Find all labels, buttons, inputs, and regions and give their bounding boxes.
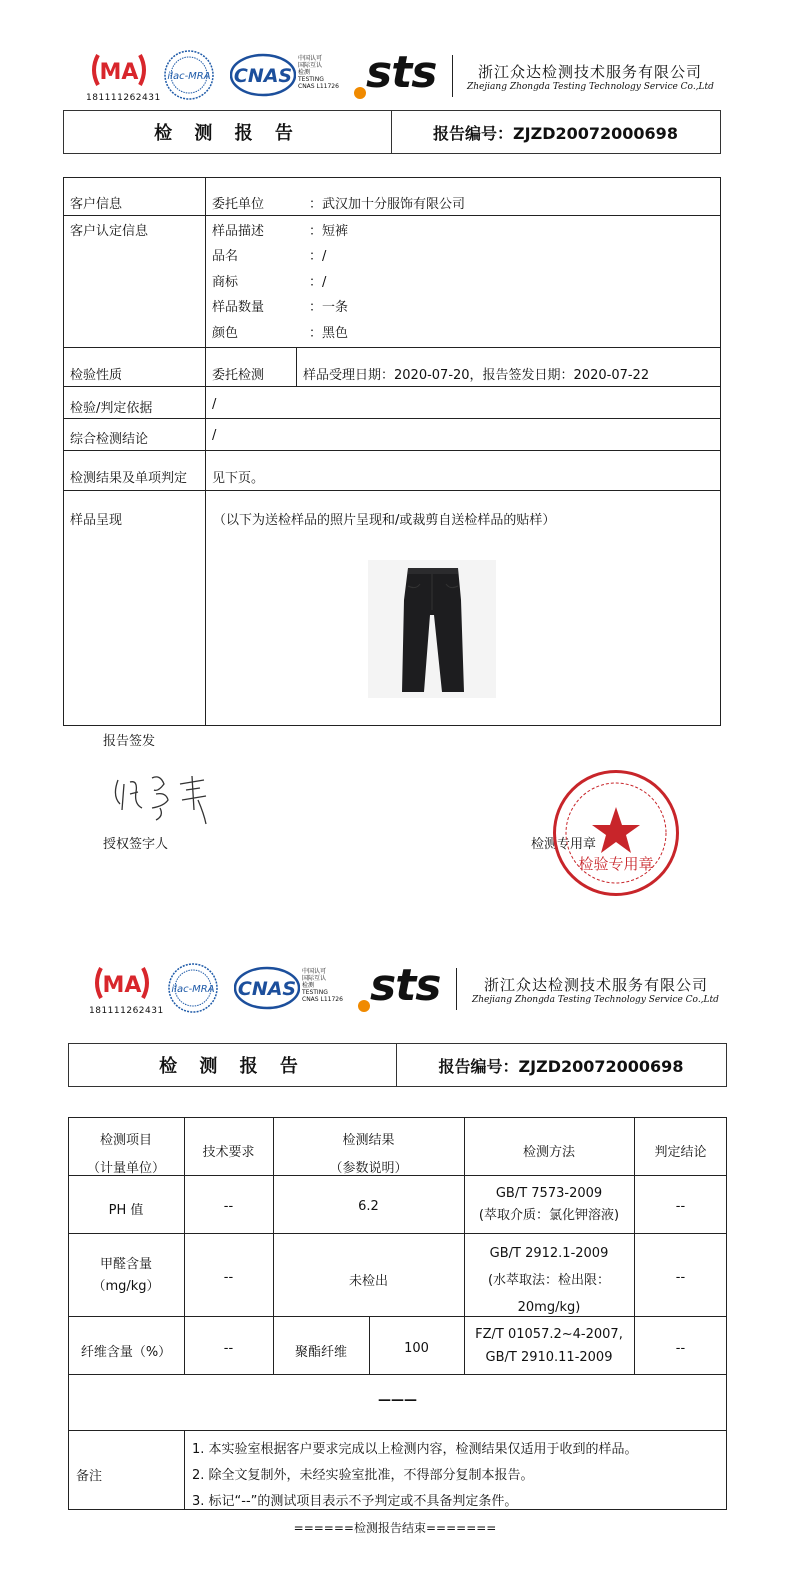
empty-row-dash: ———: [378, 1393, 417, 1408]
row-formaldehyde-item: 甲醛含量 （mg/kg）: [92, 1257, 160, 1294]
company-name-en: Zhejiang Zhongda Testing Technology Service Co.,Ltd: [472, 995, 719, 1005]
row-fiber-result-type: 聚酯纤维: [294, 1345, 347, 1360]
color-label: 颜色: [212, 326, 239, 341]
svg-text:MA: MA: [99, 60, 139, 85]
report-title-bar: [63, 110, 721, 154]
company-name-cn: 浙江众达检测技术服务有限公司: [478, 63, 703, 81]
cnas-accreditation-text: 中国认可 国际互认 检测 TESTING CNAS L11726: [298, 55, 339, 90]
company-name-cn: 浙江众达检测技术服务有限公司: [484, 976, 709, 994]
row-ph-method: GB/T 7573-2009 (萃取介质：氯化钾溶液): [478, 1186, 620, 1223]
company-name-en: Zhejiang Zhongda Testing Technology Service Co.,Ltd: [467, 82, 714, 92]
sample-desc-value: ：短裤: [309, 224, 349, 239]
cma-number: 181111262431: [86, 93, 161, 103]
row-fiber-verdict: --: [675, 1341, 686, 1356]
cnas-logo: [230, 53, 296, 97]
page1-header: [0, 45, 790, 105]
svg-text:ilac-MRA: ilac-MRA: [167, 71, 211, 82]
sts-logo-dot: [354, 87, 366, 99]
signer-label: 授权签字人: [103, 837, 169, 852]
basis-label: 检验/判定依据: [70, 401, 153, 416]
conclusion-value: /: [212, 428, 217, 443]
svg-text:CNAS: CNAS: [233, 65, 293, 87]
seal-label: 检测专用章: [531, 837, 597, 852]
row-formaldehyde-req: --: [223, 1270, 234, 1285]
report-end-marker: ======检测报告结束=======: [293, 1521, 497, 1535]
remark-3: 3. 标记“--”的测试项目表示不予判定或不具备判定条件。: [192, 1494, 518, 1509]
conclusion-label: 综合检测结论: [70, 432, 149, 447]
client-info-label: 客户信息: [70, 197, 123, 212]
result-label: 检测结果及单项判定: [70, 471, 188, 486]
result-value: 见下页。: [212, 471, 265, 486]
report-number: 报告编号：ZJZD20072000698: [433, 123, 678, 143]
row-ph-req: --: [223, 1199, 234, 1214]
product-name-value: ：/: [309, 249, 327, 264]
sample-qty-value: ：一条: [309, 300, 349, 315]
page2-header: [0, 958, 790, 1018]
row-formaldehyde-verdict: --: [675, 1270, 686, 1285]
row-fiber-req: --: [223, 1341, 234, 1356]
header-method: 检测方法: [522, 1145, 575, 1160]
row-formaldehyde-result: 未检出: [348, 1274, 388, 1289]
cnas-accreditation-text: 中国认可 国际互认 检测 TESTING CNAS L11726: [302, 968, 343, 1003]
nature-label: 检验性质: [70, 368, 123, 383]
sample-pants-photo: [368, 560, 496, 698]
remark-2: 2. 除全文复制外，未经实验室批准，不得部分复制本报告。: [192, 1468, 534, 1483]
sample-desc-label: 样品描述: [212, 224, 265, 239]
row-fiber-item: 纤维含量（%）: [80, 1345, 172, 1360]
sample-qty-label: 样品数量: [212, 300, 265, 315]
cma-number: 181111262431: [89, 1006, 164, 1016]
sts-logo: sts: [370, 960, 441, 1011]
header-requirement: 技术要求: [202, 1145, 255, 1160]
sample-show-note: （以下为送检样品的照片呈现和/或裁剪自送检样品的贴样）: [213, 513, 556, 528]
header-divider: [452, 55, 453, 97]
ilac-mra-logo: [167, 962, 219, 1014]
client-unit-value: ：武汉加十分服饰有限公司: [309, 197, 466, 212]
nature-value: 委托检测: [212, 368, 265, 383]
row-ph-item: PH 值: [108, 1203, 144, 1218]
row-fiber-result-value: 100: [404, 1341, 429, 1356]
svg-text:MA: MA: [102, 973, 142, 998]
report-title: 检 测 报 告: [64, 111, 392, 153]
svg-text:CNAS: CNAS: [237, 978, 297, 1000]
row-formaldehyde-method: GB/T 2912.1-2009 (水萃取法：检出限： 20mg/kg): [487, 1246, 611, 1315]
row-fiber-method: FZ/T 01057.2~4-2007, GB/T 2910.11-2009: [475, 1327, 623, 1365]
stamp-star: [556, 773, 676, 893]
remarks-label: 备注: [76, 1469, 103, 1484]
color-value: ：黑色: [309, 326, 349, 341]
basis-value: /: [212, 397, 217, 412]
row-ph-result: 6.2: [358, 1199, 379, 1214]
sample-show-label: 样品呈现: [70, 513, 123, 528]
remark-1: 1. 本实验室根据客户要求完成以上检测内容，检测结果仅适用于收到的样品。: [192, 1442, 638, 1457]
svg-text:ilac-MRA: ilac-MRA: [171, 984, 215, 995]
dates-value: 样品受理日期：2020-07-20，报告签发日期：2020-07-22: [303, 368, 650, 383]
client-unit-label: 委托单位: [212, 197, 265, 212]
row-ph-verdict: --: [675, 1199, 686, 1214]
report-number: 报告编号：ZJZD20072000698: [438, 1056, 684, 1076]
header-result: 检测结果 （参数说明）: [329, 1133, 408, 1176]
trademark-label: 商标: [212, 275, 239, 290]
inspection-stamp: [553, 770, 679, 896]
header-item: 检测项目 （计量单位）: [86, 1133, 165, 1176]
product-name-label: 品名: [212, 249, 239, 264]
stamp-text: 检验专用章: [578, 855, 654, 873]
report-title: 检 测 报 告: [69, 1044, 397, 1086]
header-divider: [456, 968, 457, 1010]
report-title-bar: [68, 1043, 727, 1087]
trademark-value: ：/: [309, 275, 327, 290]
sts-logo: sts: [366, 47, 437, 98]
client-confirm-label: 客户认定信息: [70, 224, 149, 239]
signature: [108, 770, 218, 830]
header-verdict: 判定结论: [654, 1145, 707, 1160]
ilac-mra-logo: [163, 49, 215, 101]
cnas-logo: [234, 966, 300, 1010]
cma-logo: [91, 964, 153, 1002]
sts-logo-dot: [358, 1000, 370, 1012]
cma-logo: [88, 51, 150, 89]
issue-label: 报告签发: [103, 734, 156, 749]
